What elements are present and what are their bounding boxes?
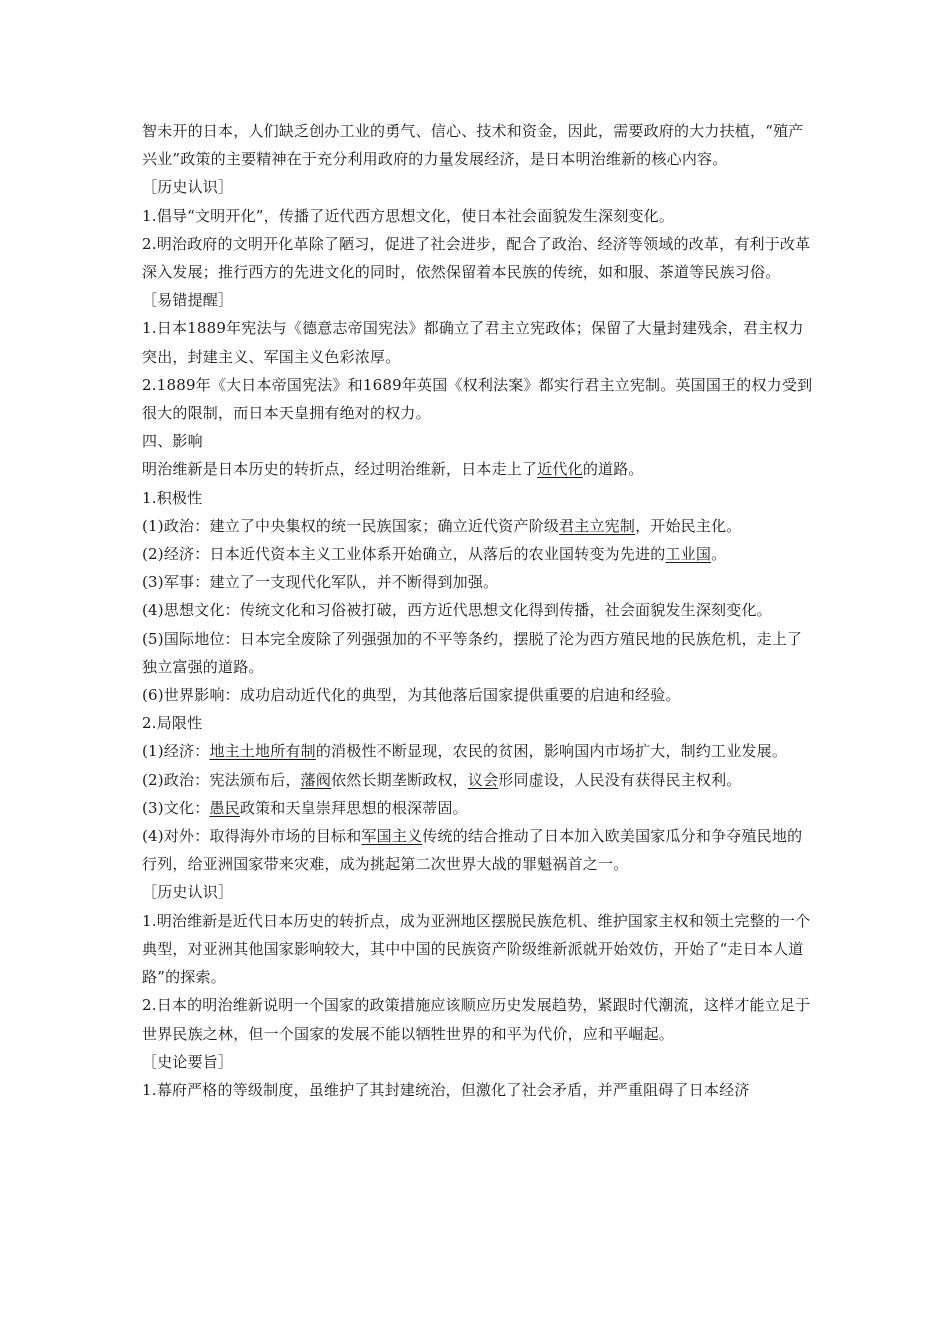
paragraph: [142, 455, 814, 483]
text-segment: (1)政治：建立了中央集权的统一民族国家；确立近代资产阶级: [142, 516, 560, 535]
paragraph: [142, 794, 814, 822]
underlined-term: 藩阀: [300, 770, 332, 789]
text-segment: 2.局限性: [142, 714, 203, 733]
text-segment: 四、影响: [142, 432, 203, 451]
paragraph: [142, 202, 814, 230]
text-segment: (6)世界影响：成功启动近代化的典型，为其他落后国家提供重要的启迪和经验。: [142, 686, 681, 705]
paragraph: [142, 371, 814, 427]
paragraph: [142, 512, 814, 540]
text-segment: (1)经济：: [142, 742, 210, 761]
paragraph: [142, 822, 814, 878]
paragraph: [142, 681, 814, 709]
paragraph: [142, 991, 814, 1047]
paragraph: [142, 1076, 814, 1104]
paragraph: [142, 737, 814, 765]
underlined-term: 军国主义: [361, 827, 423, 846]
text-segment: (5)国际地位：日本完全废除了列强强加的不平等条约，摆脱了沦为西方殖民地的民族危机，走上了独立富强的道路。: [142, 629, 803, 676]
text-segment: 1.幕府严格的等级制度，虽维护了其封建统治，但激化了社会矛盾，并严重阻碍了日本经济: [142, 1080, 750, 1099]
text-segment: ，开始民主化。: [635, 516, 742, 535]
text-segment: 的消极性不断显现，农民的贫困，影响国内市场扩大，制约工业发展。: [315, 742, 788, 761]
text-segment: 明治维新是日本历史的转折点，经过明治维新，日本走上了: [142, 460, 538, 479]
text-segment: (2)政治：宪法颁布后，: [142, 770, 301, 789]
text-segment: 依然长期垄断政权，: [331, 770, 468, 789]
text-segment: 2.明治政府的文明开化革除了陋习，促进了社会进步，配合了政治、经济等领域的改革，有利于改革深入发展；推行西方的先进文化的同时，依然保留着本民族的传统，如和服、茶道等民族习俗。: [142, 234, 811, 282]
text-segment: 2.1889年《大日本帝国宪法》和1689年英国《权利法案》都实行君主立宪制。英国国王的权力受到很大的限制，而日本天皇拥有绝对的权力。: [142, 375, 813, 423]
text-segment: 的道路。: [582, 460, 644, 479]
paragraph: [142, 596, 814, 624]
paragraph: [142, 484, 814, 512]
text-segment: 政策和天皇崇拜思想的根深蒂固。: [239, 798, 468, 817]
paragraph: [142, 427, 814, 455]
text-segment: ［易错提醒］: [142, 291, 234, 310]
text-segment: ［历史认识］: [142, 178, 234, 197]
text-segment: 传统的结合推动了日本加入欧美国家瓜分和争夺殖民地的行列，给亚洲国家带来灾难，成为挑起第二次世界大战的罪魁祸首之一。: [142, 827, 803, 874]
text-segment: 1.明治维新是近代日本历史的转折点，成为亚洲地区摆脱民族危机、维护国家主权和领土完整的一个典型，对亚洲其他国家影响较大，其中中国的民族资产阶级维新派就开始效仿，开始了“走日本人道路”的探索。: [142, 911, 811, 987]
underlined-term: 君主立宪制: [559, 516, 636, 535]
text-segment: 智未开的日本，人们缺乏创办工业的勇气、信心、技术和资金，因此，需要政府的大力扶植，“殖产兴业”政策的主要精神在于充分利用政府的力量发展经济，是日本明治维新的核心内容。: [142, 122, 804, 169]
text-segment: 1.日本1889年宪法与《德意志帝国宪法》都确立了君主立宪政体；保留了大量封建残余，君主权力突出，封建主义、军国主义色彩浓厚。: [142, 319, 804, 366]
underlined-term: 近代化: [537, 460, 583, 479]
paragraph: [142, 568, 814, 596]
paragraph: [142, 709, 814, 737]
paragraph: [142, 625, 814, 681]
paragraph: [142, 907, 814, 992]
text-segment: 2.日本的明治维新说明一个国家的政策措施应该顺应历史发展趋势，紧跟时代潮流，这样才能立足于世界民族之林，但一个国家的发展不能以牺牲世界的和平为代价，应和平崛起。: [142, 996, 811, 1043]
paragraph: [142, 878, 814, 906]
paragraph: [142, 117, 814, 173]
text-segment: (4)思想文化：传统文化和习俗被打破，西方近代思想文化得到传播，社会面貌发生深刻变化。: [142, 601, 772, 620]
text-segment: (3)军事：建立了一支现代化军队，并不断得到加强。: [142, 573, 499, 592]
paragraph: [142, 540, 814, 568]
document-page: [142, 117, 814, 1104]
text-segment: 。: [711, 545, 727, 564]
paragraph: [142, 230, 814, 286]
underlined-term: 愚民: [209, 798, 240, 817]
paragraph: [142, 173, 814, 201]
text-segment: 形同虚设，人民没有获得民主权利。: [498, 770, 742, 789]
underlined-term: 工业国: [665, 545, 712, 564]
paragraph: [142, 766, 814, 794]
underlined-term: 地主土地所有制: [209, 742, 316, 761]
text-segment: 1.倡导“文明开化”，传播了近代西方思想文化，使日本社会面貌发生深刻变化。: [142, 206, 675, 225]
text-segment: ［历史认识］: [142, 883, 234, 902]
paragraph: [142, 286, 814, 314]
paragraph: [142, 314, 814, 370]
text-segment: 1.积极性: [142, 488, 203, 507]
underlined-term: 议会: [467, 770, 499, 789]
paragraph: [142, 1048, 814, 1076]
text-segment: (4)对外：取得海外市场的目标和: [142, 827, 362, 846]
text-segment: (3)文化：: [142, 798, 210, 817]
text-segment: ［史论要旨］: [142, 1052, 234, 1071]
text-segment: (2)经济：日本近代资本主义工业体系开始确立，从落后的农业国转变为先进的: [142, 545, 666, 564]
